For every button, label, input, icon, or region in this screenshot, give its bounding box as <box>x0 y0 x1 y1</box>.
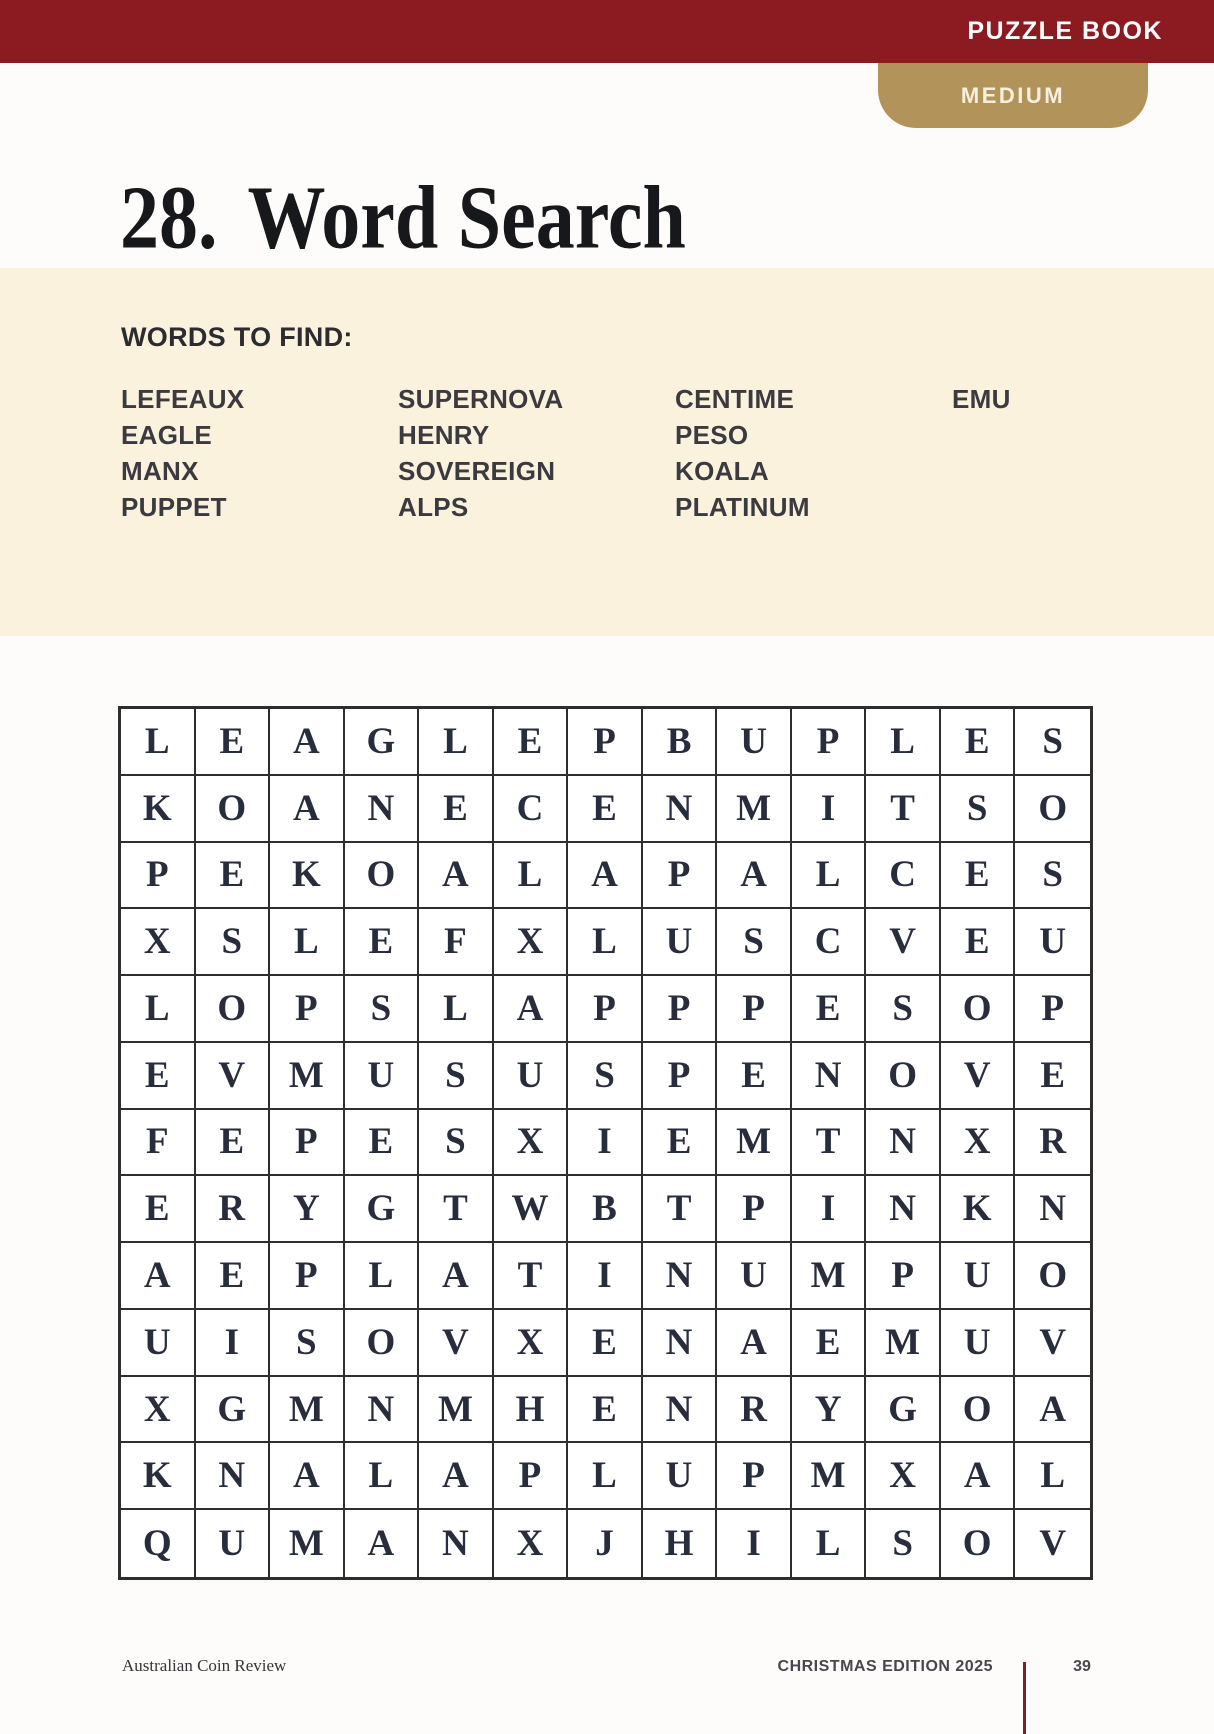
grid-cell: X <box>494 1110 569 1177</box>
grid-cell: L <box>866 709 941 776</box>
grid-cell: N <box>643 776 718 843</box>
grid-cell: A <box>270 1443 345 1510</box>
grid-cell: S <box>866 976 941 1043</box>
grid-cell: M <box>270 1377 345 1444</box>
grid-cell: L <box>419 976 494 1043</box>
header-bar <box>0 0 1214 63</box>
grid-cell: U <box>717 1243 792 1310</box>
grid-cell: P <box>792 709 867 776</box>
grid-cell: H <box>494 1377 569 1444</box>
grid-cell: V <box>419 1310 494 1377</box>
grid-cell: M <box>270 1043 345 1110</box>
grid-cell: S <box>419 1043 494 1110</box>
grid-cell: N <box>345 776 420 843</box>
grid-cell: E <box>196 1110 271 1177</box>
grid-cell: K <box>941 1176 1016 1243</box>
grid-cell: F <box>419 909 494 976</box>
grid-cell: T <box>494 1243 569 1310</box>
grid-cell: L <box>792 1510 867 1577</box>
grid-cell: U <box>643 909 718 976</box>
grid-cell: A <box>419 1443 494 1510</box>
grid-cell: X <box>494 1310 569 1377</box>
grid-cell: E <box>345 909 420 976</box>
footer-edition: CHRISTMAS EDITION 2025 <box>777 1658 993 1675</box>
grid-cell: E <box>717 1043 792 1110</box>
grid-cell: S <box>717 909 792 976</box>
footer-divider <box>1023 1662 1026 1734</box>
words-columns <box>121 381 1214 525</box>
grid-cell: P <box>121 843 196 910</box>
grid-cell: L <box>792 843 867 910</box>
grid-cell: O <box>345 843 420 910</box>
grid-cell: P <box>270 1243 345 1310</box>
difficulty-badge-label: MEDIUM <box>960 82 1066 108</box>
grid-cell: S <box>568 1043 643 1110</box>
page-title <box>120 166 686 268</box>
grid-cell: R <box>196 1176 271 1243</box>
grid-cell: A <box>1015 1377 1090 1444</box>
grid-cell: P <box>717 1176 792 1243</box>
grid-cell: N <box>419 1510 494 1577</box>
word-column <box>952 381 1214 525</box>
grid-cell: N <box>792 1043 867 1110</box>
grid-cell: E <box>941 709 1016 776</box>
header-bar-label: PUZZLE BOOK <box>967 17 1163 45</box>
grid-cell: P <box>568 709 643 776</box>
word-item: KOALA <box>675 456 769 486</box>
grid-cell: N <box>196 1443 271 1510</box>
word-item: EAGLE <box>121 420 213 450</box>
word-item: MANX <box>121 456 199 486</box>
grid-cell: M <box>717 1110 792 1177</box>
grid-cell: H <box>643 1510 718 1577</box>
grid-cell: U <box>941 1243 1016 1310</box>
grid-cell: U <box>717 709 792 776</box>
grid-cell: Y <box>270 1176 345 1243</box>
puzzle-number: 28. <box>120 166 218 268</box>
grid-cell: E <box>196 709 271 776</box>
grid-cell: R <box>1015 1110 1090 1177</box>
grid-cell: L <box>419 709 494 776</box>
grid-cell: E <box>643 1110 718 1177</box>
grid-cell: V <box>1015 1310 1090 1377</box>
grid-cell: G <box>345 1176 420 1243</box>
grid-cell: A <box>717 843 792 910</box>
grid-cell: K <box>121 776 196 843</box>
grid-cell: L <box>494 843 569 910</box>
grid-cell: O <box>866 1043 941 1110</box>
grid-cell: I <box>792 776 867 843</box>
grid-cell: U <box>345 1043 420 1110</box>
puzzle-title-text: Word Search <box>247 166 686 268</box>
grid-cell: E <box>568 1310 643 1377</box>
page-number: 39 <box>1073 1658 1091 1675</box>
grid-cell: C <box>494 776 569 843</box>
grid-cell: N <box>643 1243 718 1310</box>
word-item: PUPPET <box>121 492 227 522</box>
grid-cell: B <box>568 1176 643 1243</box>
grid-cell: U <box>941 1310 1016 1377</box>
grid-cell: L <box>121 976 196 1043</box>
grid-cell: G <box>345 709 420 776</box>
grid-cell: T <box>866 776 941 843</box>
grid-cell: K <box>121 1443 196 1510</box>
grid-cell: A <box>494 976 569 1043</box>
grid-cell: T <box>643 1176 718 1243</box>
grid-cell: L <box>345 1443 420 1510</box>
grid-cell: V <box>866 909 941 976</box>
grid-cell: O <box>196 976 271 1043</box>
grid-cell: Q <box>121 1510 196 1577</box>
grid-cell: T <box>792 1110 867 1177</box>
grid-cell: A <box>717 1310 792 1377</box>
words-panel <box>0 268 1214 636</box>
grid-cell: U <box>643 1443 718 1510</box>
grid-cell: S <box>419 1110 494 1177</box>
grid-cell: E <box>196 843 271 910</box>
grid-cell: P <box>643 976 718 1043</box>
grid-cell: O <box>941 1510 1016 1577</box>
grid-cell: E <box>196 1243 271 1310</box>
grid-cell: P <box>270 976 345 1043</box>
grid-cell: P <box>494 1443 569 1510</box>
word-item: LEFEAUX <box>121 384 245 414</box>
grid-cell: E <box>792 976 867 1043</box>
grid-cell: P <box>643 1043 718 1110</box>
grid-cell: N <box>643 1310 718 1377</box>
grid-cell: M <box>419 1377 494 1444</box>
grid-cell: A <box>270 709 345 776</box>
grid-cell: A <box>121 1243 196 1310</box>
grid-cell: C <box>866 843 941 910</box>
grid-cell: L <box>1015 1443 1090 1510</box>
grid-cell: X <box>494 909 569 976</box>
grid-cell: N <box>345 1377 420 1444</box>
grid-cell: N <box>643 1377 718 1444</box>
grid-cell: E <box>568 1377 643 1444</box>
grid-cell: P <box>866 1243 941 1310</box>
grid-cell: O <box>345 1310 420 1377</box>
grid-cell: O <box>1015 776 1090 843</box>
footer-publication: Australian Coin Review <box>122 1656 287 1675</box>
grid-cell: N <box>866 1110 941 1177</box>
grid-cell: S <box>866 1510 941 1577</box>
word-column <box>675 381 952 525</box>
grid-cell: B <box>643 709 718 776</box>
grid-cell: M <box>792 1243 867 1310</box>
grid-cell: I <box>717 1510 792 1577</box>
grid-cell: E <box>419 776 494 843</box>
grid-cell: S <box>941 776 1016 843</box>
grid-cell: P <box>643 843 718 910</box>
grid-cell: V <box>1039 1523 1067 1565</box>
grid-cell: C <box>792 909 867 976</box>
grid-cell: O <box>941 976 1016 1043</box>
grid-cell: A <box>568 843 643 910</box>
grid-cell: W <box>494 1176 569 1243</box>
grid-cell: O <box>196 776 271 843</box>
word-item: HENRY <box>398 420 490 450</box>
grid-cell: S <box>196 909 271 976</box>
grid-cell: E <box>941 843 1016 910</box>
grid-cell: V <box>941 1043 1016 1110</box>
grid-cell: E <box>792 1310 867 1377</box>
grid-cell: X <box>121 909 196 976</box>
words-heading: WORDS TO FIND: <box>121 322 353 352</box>
grid-cell: Y <box>792 1377 867 1444</box>
grid-cell: S <box>270 1310 345 1377</box>
word-item: ALPS <box>398 492 469 522</box>
grid-cell: S <box>345 976 420 1043</box>
grid-cell: V <box>196 1043 271 1110</box>
grid-cell: N <box>866 1176 941 1243</box>
grid-cell: I <box>568 1110 643 1177</box>
grid-cell: P <box>717 976 792 1043</box>
grid-cell: P <box>568 976 643 1043</box>
grid-cell: A <box>941 1443 1016 1510</box>
grid-cell: A <box>419 843 494 910</box>
grid-cell: G <box>196 1377 271 1444</box>
grid-cell: A <box>345 1510 420 1577</box>
grid-cell: S <box>1015 843 1090 910</box>
word-item: PLATINUM <box>675 492 810 522</box>
grid-cell: I <box>568 1243 643 1310</box>
grid-cell: E <box>568 776 643 843</box>
grid-cell: L <box>270 909 345 976</box>
word-item: SOVEREIGN <box>398 456 556 486</box>
grid-cell: E <box>121 1043 196 1110</box>
grid-cell: P <box>717 1443 792 1510</box>
grid-cell: L <box>568 1443 643 1510</box>
grid-cell: X <box>121 1377 196 1444</box>
grid-cell: K <box>270 843 345 910</box>
grid-cell: G <box>866 1377 941 1444</box>
word-item: CENTIME <box>675 384 795 414</box>
difficulty-badge <box>878 63 1148 128</box>
word-item: SUPERNOVA <box>398 384 564 414</box>
grid-cell: U <box>121 1310 196 1377</box>
grid-cell: L <box>121 709 196 776</box>
grid-cell: L <box>345 1243 420 1310</box>
grid-cell: L <box>568 909 643 976</box>
grid-cell: N <box>1015 1176 1090 1243</box>
grid-cell: F <box>121 1110 196 1177</box>
word-item: PESO <box>675 420 749 450</box>
grid-cell: R <box>717 1377 792 1444</box>
grid-cell: M <box>270 1510 345 1577</box>
word-column <box>398 381 675 525</box>
grid-cell: S <box>1015 709 1090 776</box>
grid-cell: O <box>941 1377 1016 1444</box>
grid-cell: U <box>1015 909 1090 976</box>
word-item: EMU <box>952 384 1011 414</box>
word-search-grid <box>118 706 1093 1580</box>
grid-cell: E <box>494 709 569 776</box>
grid-cell: P <box>270 1110 345 1177</box>
grid-cell: I <box>792 1176 867 1243</box>
grid-cell: X <box>494 1510 569 1577</box>
grid-cell: X <box>941 1110 1016 1177</box>
grid-cell: A <box>419 1243 494 1310</box>
word-column <box>121 381 398 525</box>
grid-cell: T <box>419 1176 494 1243</box>
grid-cell: O <box>1015 1243 1090 1310</box>
grid-cell: E <box>1015 1043 1090 1110</box>
grid-cell: M <box>792 1443 867 1510</box>
grid-cell: E <box>941 909 1016 976</box>
grid-cell: E <box>121 1176 196 1243</box>
grid-cell: U <box>494 1043 569 1110</box>
grid-cell: M <box>866 1310 941 1377</box>
grid-cell: P <box>1015 976 1090 1043</box>
grid-cell: I <box>196 1310 271 1377</box>
grid-cell: J <box>568 1510 643 1577</box>
grid-cell: E <box>345 1110 420 1177</box>
grid-cell: A <box>270 776 345 843</box>
grid-cell: X <box>866 1443 941 1510</box>
grid-cell: M <box>717 776 792 843</box>
grid-cell: U <box>196 1510 271 1577</box>
